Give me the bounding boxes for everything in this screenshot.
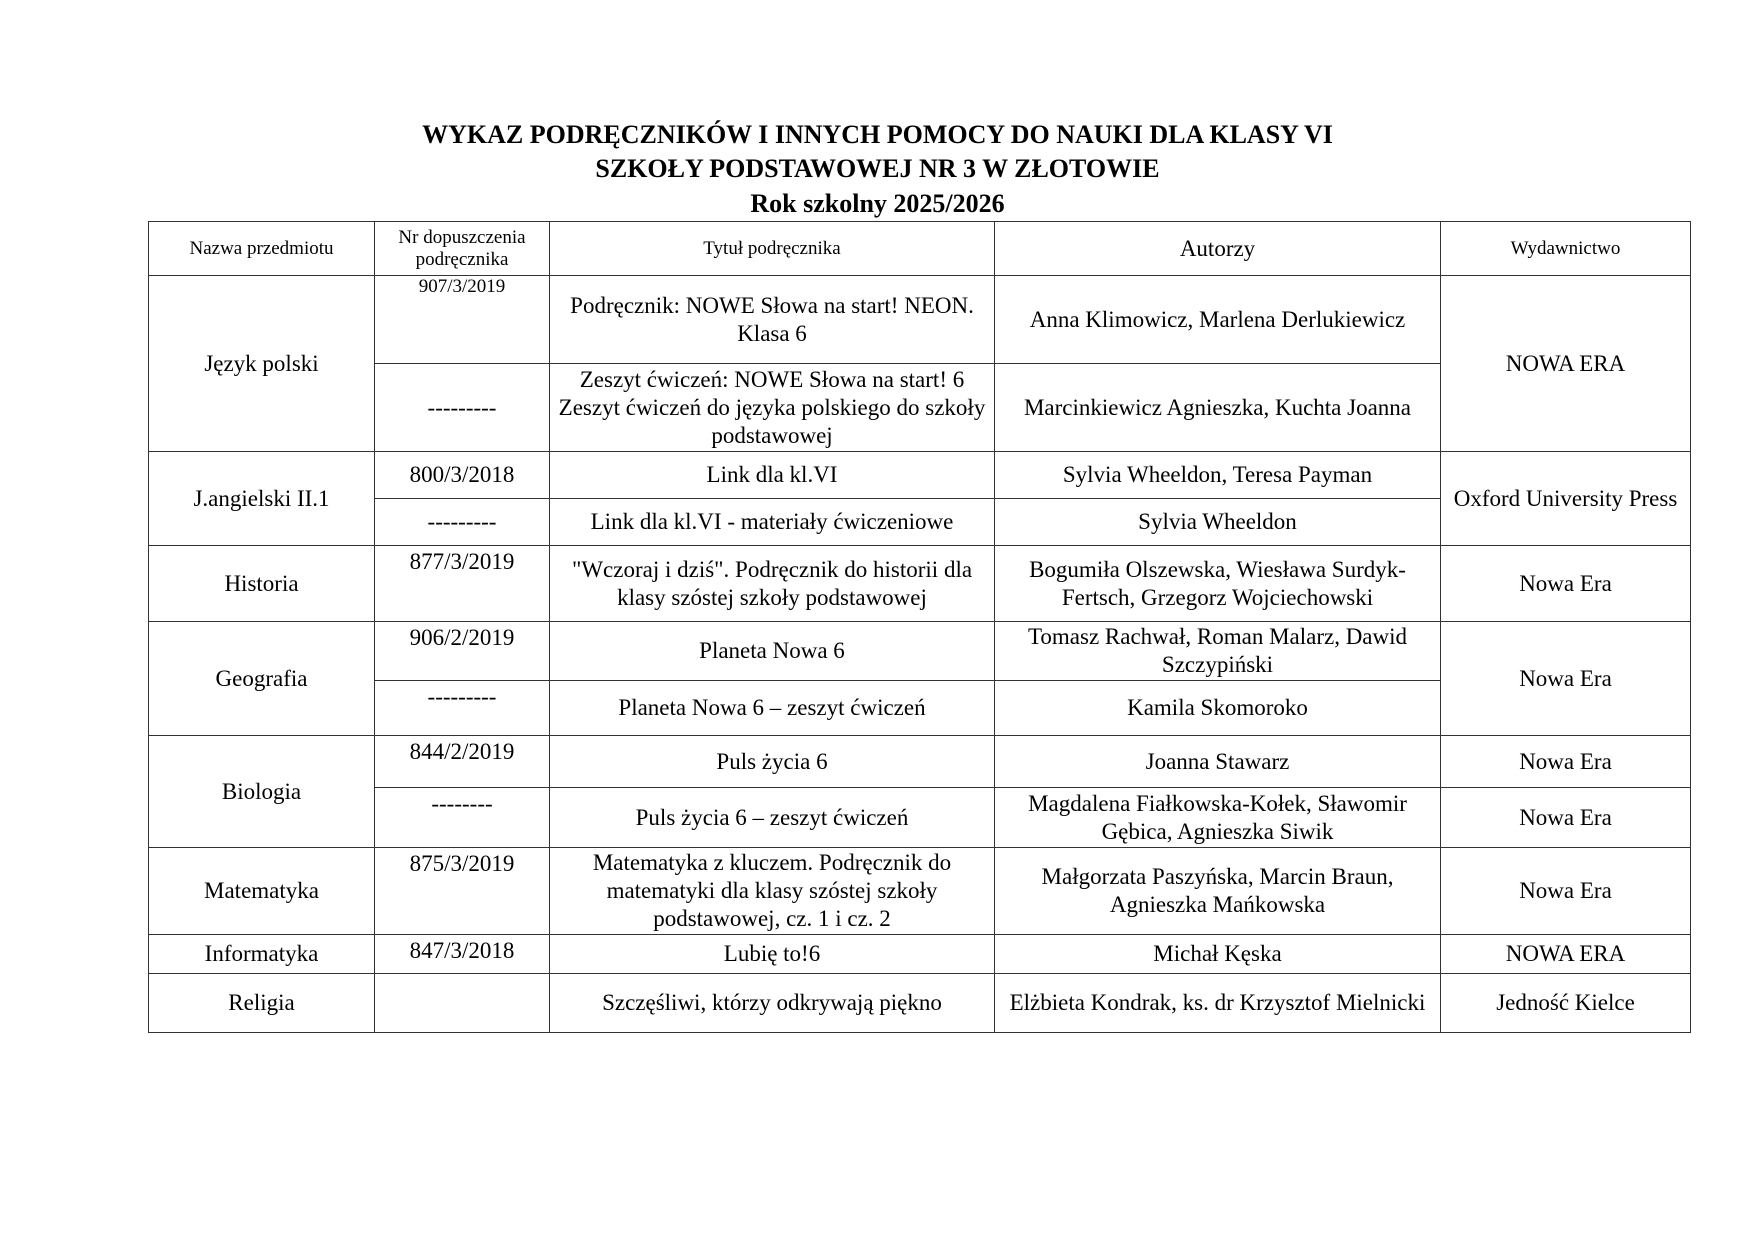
- subject-cell: Religia: [149, 974, 375, 1033]
- book-title-cell: Planeta Nowa 6 – zeszyt ćwiczeń: [550, 681, 995, 736]
- approval-number-cell: 800/3/2018: [375, 452, 550, 499]
- school-year: Rok szkolny 2025/2026: [750, 189, 1005, 218]
- header-approval-number: Nr dopuszczenia podręcznika: [375, 222, 550, 276]
- authors-cell: Sylvia Wheeldon: [995, 499, 1441, 546]
- authors-cell: Tomasz Rachwał, Roman Malarz, Dawid Szczypiński: [995, 622, 1441, 681]
- book-title-cell: Matematyka z kluczem. Podręcznik do matematyki dla klasy szóstej szkoły podstawowej, cz. 1 i cz. 2: [550, 848, 995, 935]
- table-row: [149, 546, 1691, 622]
- table-row: [149, 276, 1691, 364]
- textbook-table: [148, 221, 1691, 1033]
- authors-cell: Joanna Stawarz: [995, 736, 1441, 788]
- document-title: WYKAZ PODRĘCZNIKÓW I INNYCH POMOCY DO NAUKI DLA KLASY VI: [422, 120, 1333, 149]
- book-title-cell: Link dla kl.VI - materiały ćwiczeniowe: [550, 499, 995, 546]
- approval-number-cell: 877/3/2019: [375, 546, 550, 622]
- subject-cell: Język polski: [149, 276, 375, 452]
- approval-number-cell: 906/2/2019: [375, 622, 550, 681]
- table-row: [149, 935, 1691, 974]
- approval-number-cell: ---------: [375, 499, 550, 546]
- table-row: [149, 452, 1691, 499]
- publisher-cell: Nowa Era: [1441, 546, 1691, 622]
- header-authors: Autorzy: [995, 222, 1441, 276]
- subject-cell: Geografia: [149, 622, 375, 736]
- subject-cell: Matematyka: [149, 848, 375, 935]
- publisher-cell: Nowa Era: [1441, 848, 1691, 935]
- publisher-cell: Nowa Era: [1441, 736, 1691, 788]
- subject-cell: Historia: [149, 546, 375, 622]
- book-title-cell: Szczęśliwi, którzy odkrywają piękno: [550, 974, 995, 1033]
- approval-number-cell: ---------: [375, 364, 550, 452]
- book-title-cell: Link dla kl.VI: [550, 452, 995, 499]
- book-title-cell: "Wczoraj i dziś". Podręcznik do historii dla klasy szóstej szkoły podstawowej: [550, 546, 995, 622]
- authors-cell: Magdalena Fiałkowska-Kołek, Sławomir Gębica, Agnieszka Siwik: [995, 788, 1441, 848]
- authors-cell: Michał Kęska: [995, 935, 1441, 974]
- publisher-cell: Oxford University Press: [1441, 452, 1691, 546]
- header-subject: Nazwa przedmiotu: [149, 222, 375, 276]
- book-title-cell: Planeta Nowa 6: [550, 622, 995, 681]
- approval-number-cell: 844/2/2019: [375, 736, 550, 788]
- publisher-cell: Nowa Era: [1441, 788, 1691, 848]
- approval-number-cell: 907/3/2019: [375, 276, 550, 364]
- book-title-cell: Lubię to!6: [550, 935, 995, 974]
- subject-cell: Biologia: [149, 736, 375, 848]
- table-row: [149, 848, 1691, 935]
- authors-cell: Elżbieta Kondrak, ks. dr Krzysztof Mielnicki: [995, 974, 1441, 1033]
- subject-cell: Informatyka: [149, 935, 375, 974]
- table-row: [149, 974, 1691, 1033]
- publisher-cell: NOWA ERA: [1441, 276, 1691, 452]
- table-row: [149, 788, 1691, 848]
- authors-cell: Sylvia Wheeldon, Teresa Payman: [995, 452, 1441, 499]
- approval-number-cell: 875/3/2019: [375, 848, 550, 935]
- authors-cell: Marcinkiewicz Agnieszka, Kuchta Joanna: [995, 364, 1441, 452]
- approval-number-cell: --------: [375, 788, 550, 848]
- approval-number-cell: ---------: [375, 681, 550, 736]
- publisher-cell: Nowa Era: [1441, 622, 1691, 736]
- authors-cell: Anna Klimowicz, Marlena Derlukiewicz: [995, 276, 1441, 364]
- table-row: [149, 736, 1691, 788]
- authors-cell: Kamila Skomoroko: [995, 681, 1441, 736]
- authors-cell: Bogumiła Olszewska, Wiesława Surdyk-Fertsch, Grzegorz Wojciechowski: [995, 546, 1441, 622]
- book-title-cell: Podręcznik: NOWE Słowa na start! NEON. Klasa 6: [550, 276, 995, 364]
- book-title-cell: Puls życia 6 – zeszyt ćwiczeń: [550, 788, 995, 848]
- book-title-cell: Zeszyt ćwiczeń: NOWE Słowa na start! 6 Zeszyt ćwiczeń do języka polskiego do szkoły podstawowej: [550, 364, 995, 452]
- table-header-row: [149, 222, 1691, 276]
- subject-cell: J.angielski II.1: [149, 452, 375, 546]
- table-row: [149, 622, 1691, 681]
- authors-cell: Małgorzata Paszyńska, Marcin Braun, Agnieszka Mańkowska: [995, 848, 1441, 935]
- header-book-title: Tytuł podręcznika: [550, 222, 995, 276]
- book-title-cell: Puls życia 6: [550, 736, 995, 788]
- header-publisher: Wydawnictwo: [1441, 222, 1691, 276]
- approval-number-cell: [375, 974, 550, 1033]
- publisher-cell: Jedność Kielce: [1441, 974, 1691, 1033]
- approval-number-cell: 847/3/2018: [375, 935, 550, 974]
- document-subtitle: SZKOŁY PODSTAWOWEJ NR 3 W ZŁOTOWIE: [595, 154, 1160, 183]
- publisher-cell: NOWA ERA: [1441, 935, 1691, 974]
